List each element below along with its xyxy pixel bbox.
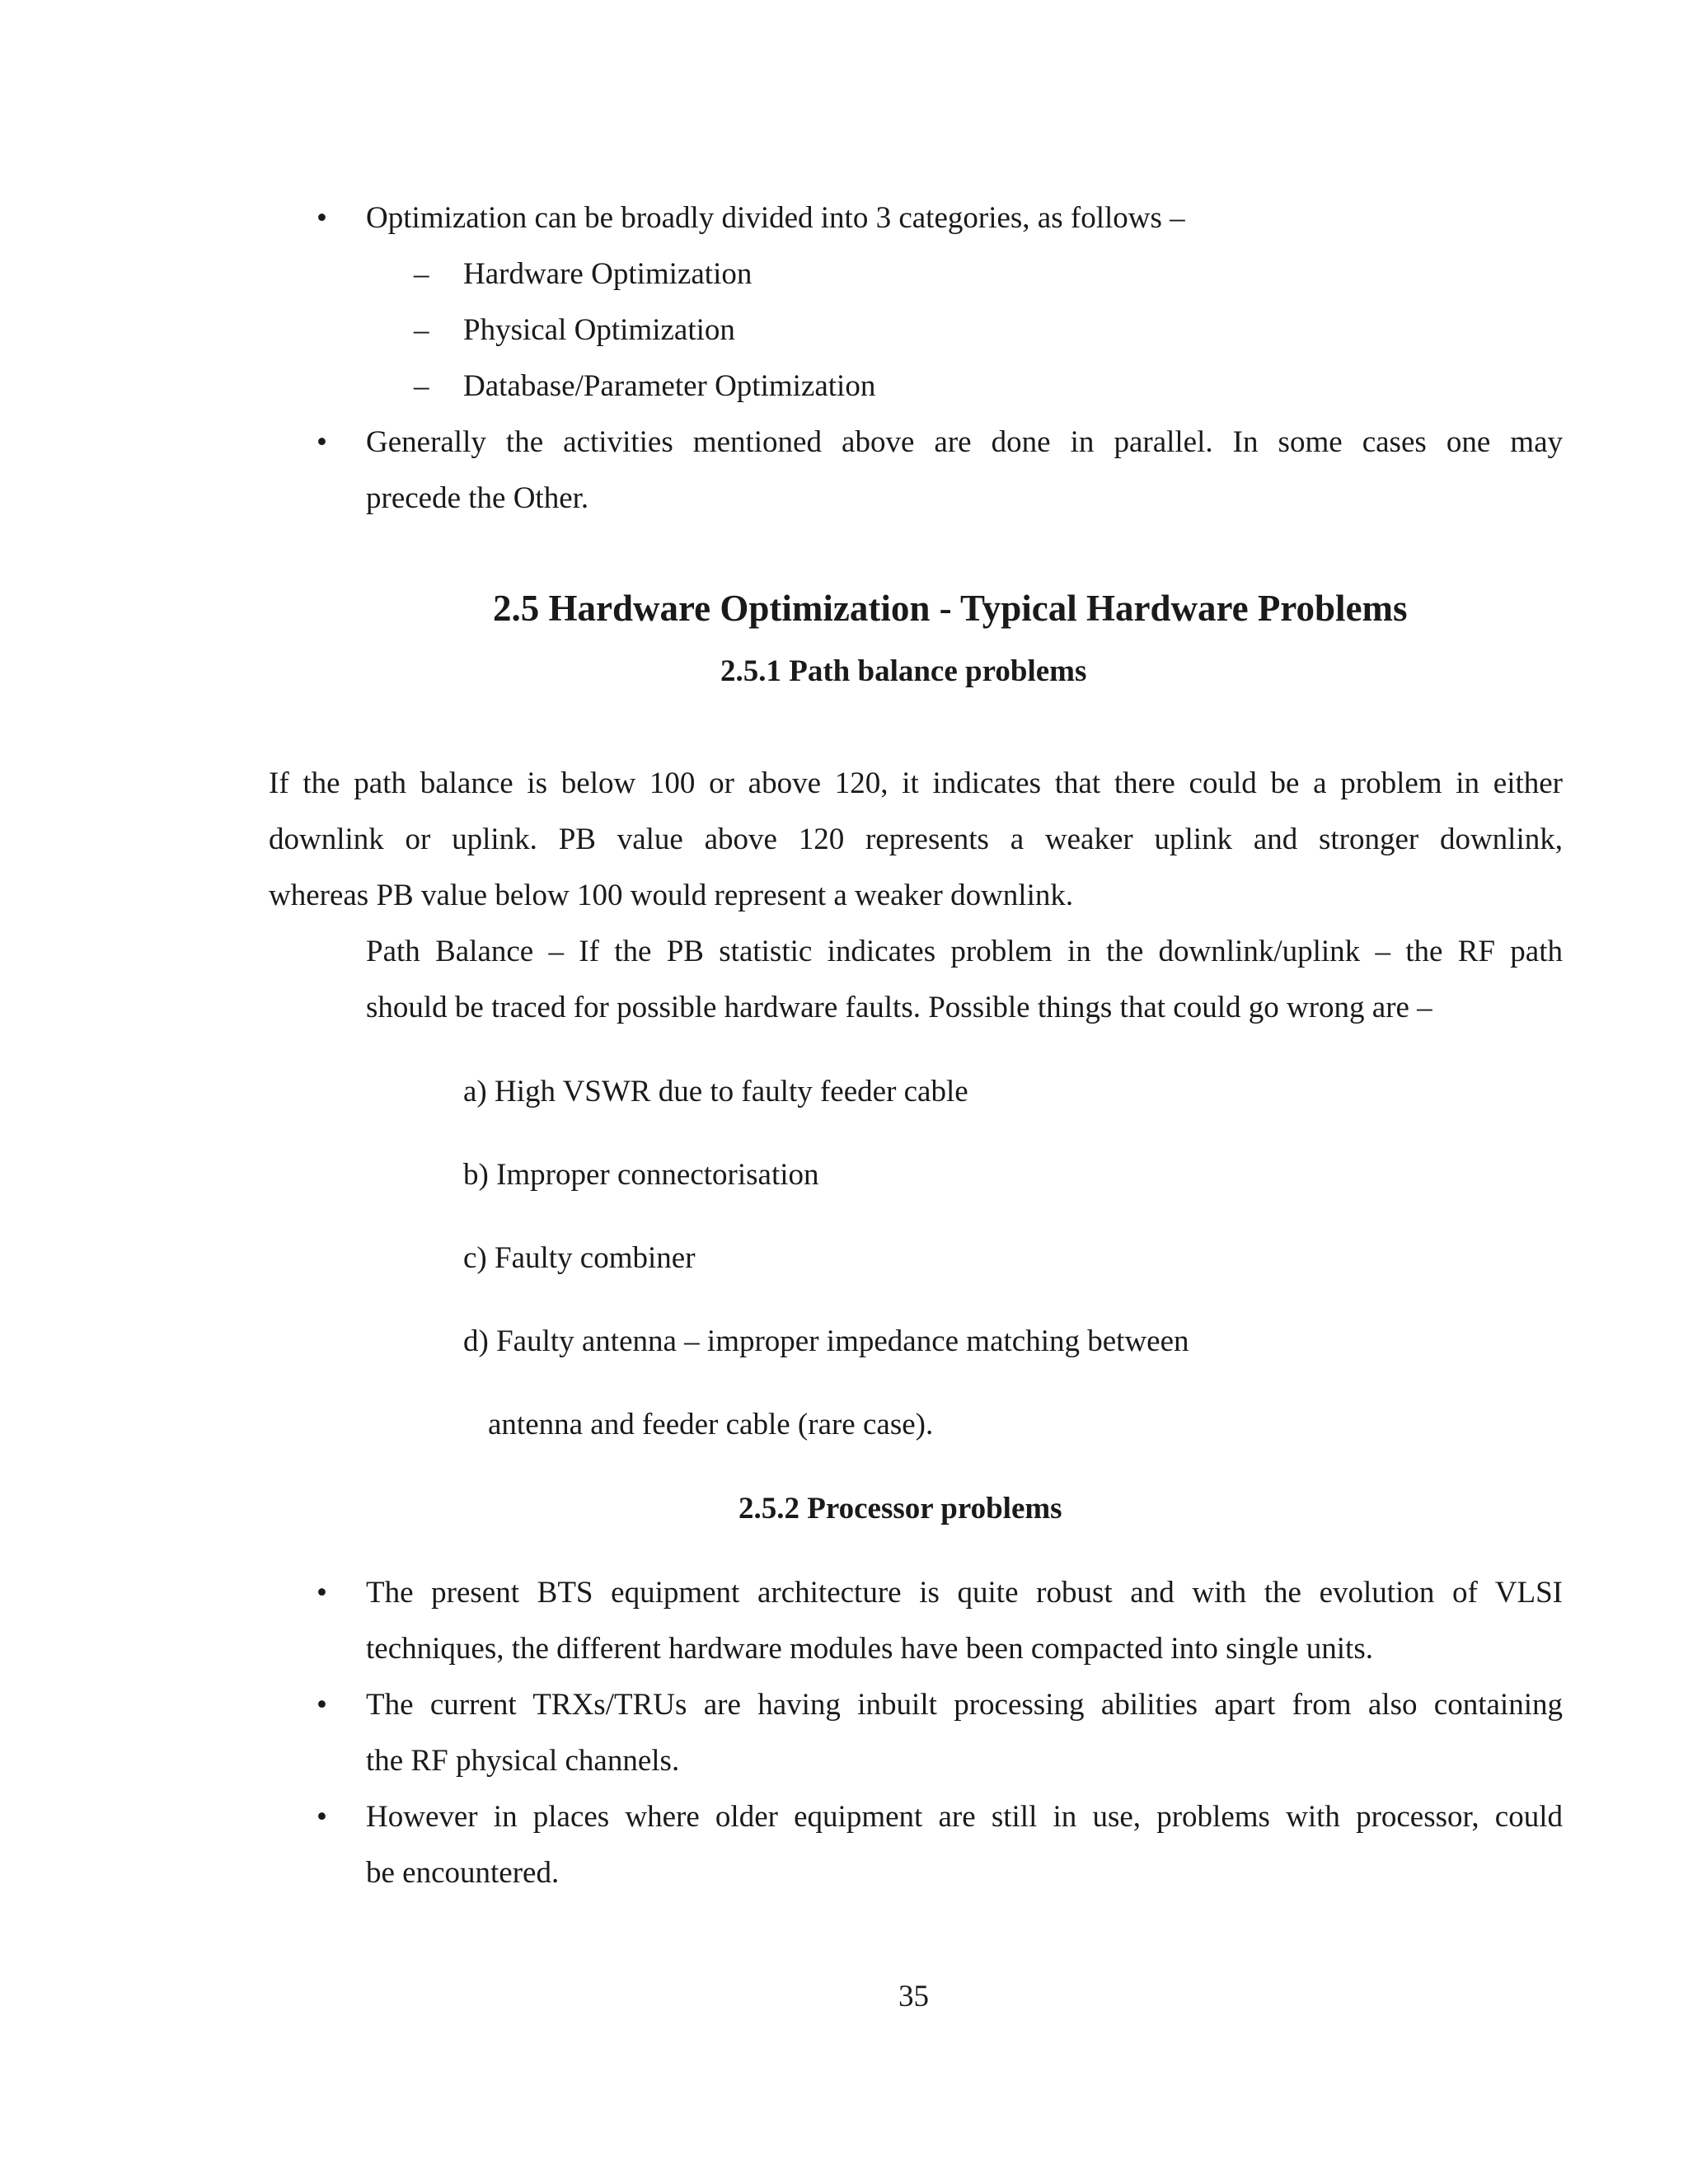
sub-item-hardware: Hardware Optimization [463, 257, 753, 291]
bullet-marker: • [316, 1688, 327, 1722]
paragraph-1-line-3: whereas PB value below 100 would represent a weaker downlink. [269, 879, 1074, 912]
subsection-heading-processor: 2.5.2 Processor problems [738, 1492, 1062, 1526]
section-heading: 2.5 Hardware Optimization - Typical Hardware Problems [493, 588, 1408, 629]
fault-item-d-continued: antenna and feeder cable (rare case). [488, 1408, 934, 1441]
fault-item-b: b) Improper connectorisation [463, 1158, 819, 1192]
bullet-marker: • [316, 201, 327, 235]
paragraph-1-line-1: If the path balance is below 100 or above 120, it indicates that there could be a problem in either [269, 766, 1563, 800]
paragraph-1-line-2: downlink or uplink. PB value above 120 represents a weaker uplink and stronger downlink, [269, 823, 1563, 856]
processor-bullet-1-line-1: The present BTS equipment architecture is quite robust and with the evolution of VLSI [366, 1576, 1563, 1610]
intro-bullet-2-line-1: Generally the activities mentioned above are done in parallel. In some cases one may [366, 425, 1563, 459]
fault-item-a: a) High VSWR due to faulty feeder cable [463, 1075, 968, 1108]
sub-item-database: Database/Parameter Optimization [463, 369, 876, 403]
dash-marker: – [414, 313, 429, 347]
paragraph-2-line-2: should be traced for possible hardware faults. Possible things that could go wrong are – [366, 991, 1432, 1024]
page-number: 35 [898, 1980, 929, 2013]
fault-item-d: d) Faulty antenna – improper impedance matching between [463, 1324, 1189, 1358]
subsection-heading-path-balance: 2.5.1 Path balance problems [720, 654, 1087, 688]
processor-bullet-3-line-2: be encountered. [366, 1856, 560, 1890]
processor-bullet-2-line-2: the RF physical channels. [366, 1744, 680, 1778]
dash-marker: – [414, 369, 429, 403]
processor-bullet-2-line-1: The current TRXs/TRUs are having inbuilt processing abilities apart from also containing [366, 1688, 1563, 1722]
intro-bullet-2-line-2: precede the Other. [366, 481, 589, 515]
intro-bullet-1-text: Optimization can be broadly divided into 3 categories, as follows – [366, 201, 1185, 235]
dash-marker: – [414, 257, 429, 291]
processor-bullet-1-line-2: techniques, the different hardware modules have been compacted into single units. [366, 1632, 1373, 1666]
bullet-marker: • [316, 1576, 327, 1610]
sub-item-physical: Physical Optimization [463, 313, 735, 347]
fault-item-c: c) Faulty combiner [463, 1241, 696, 1275]
processor-bullet-3-line-1: However in places where older equipment are still in use, problems with processor, could [366, 1800, 1563, 1834]
bullet-marker: • [316, 1800, 327, 1834]
paragraph-2-line-1: Path Balance – If the PB statistic indicates problem in the downlink/uplink – the RF path [366, 935, 1563, 968]
bullet-marker: • [316, 425, 327, 459]
